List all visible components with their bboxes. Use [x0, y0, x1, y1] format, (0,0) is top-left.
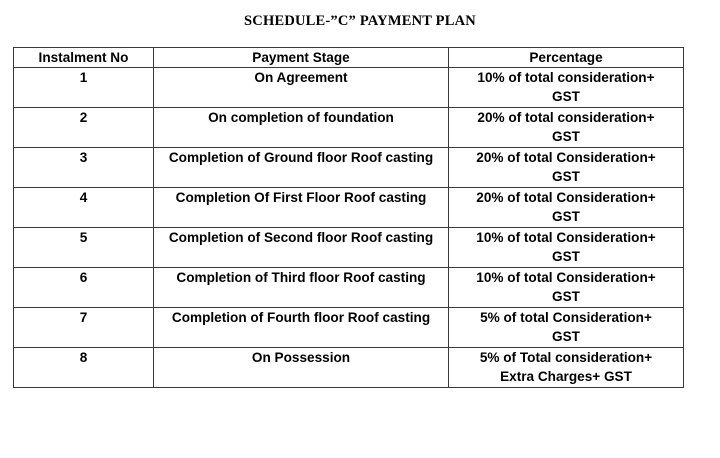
- percentage-cell: [449, 308, 684, 348]
- instalment-no-cell: 4: [14, 188, 154, 228]
- percentage-text: 5% of total Consideration+ GST: [480, 310, 652, 344]
- header-instalment-no: Instalment No: [14, 48, 154, 68]
- percentage-text: 10% of total Consideration+ GST: [476, 230, 656, 264]
- percentage-cell: [449, 348, 684, 388]
- table-row: [14, 308, 684, 348]
- percentage-cell: [449, 228, 684, 268]
- instalment-no-cell: 7: [14, 308, 154, 348]
- percentage-text: 10% of total consideration+ GST: [477, 70, 655, 104]
- header-payment-stage: Payment Stage: [154, 48, 449, 68]
- table-row: [14, 148, 684, 188]
- percentage-text: 10% of total Consideration+ GST: [476, 270, 656, 304]
- payment-stage-cell: On completion of foundation: [154, 108, 449, 148]
- percentage-cell: [449, 68, 684, 108]
- instalment-no-cell: 3: [14, 148, 154, 188]
- page-title: SCHEDULE-”C” PAYMENT PLAN: [244, 13, 476, 29]
- percentage-text: 20% of total Consideration+ GST: [476, 150, 656, 184]
- instalment-no-cell: 5: [14, 228, 154, 268]
- header-percentage: Percentage: [449, 48, 684, 68]
- table-header-row: [14, 48, 684, 68]
- percentage-text: 5% of Total consideration+ Extra Charges+ GST: [479, 350, 653, 384]
- percentage-text: 20% of total consideration+ GST: [477, 110, 655, 144]
- table-row: [14, 188, 684, 228]
- payment-stage-cell: On Possession: [154, 348, 449, 388]
- payment-stage-cell: Completion of Fourth floor Roof casting: [154, 308, 449, 348]
- percentage-cell: [449, 108, 684, 148]
- table-row: [14, 68, 684, 108]
- table-row: [14, 268, 684, 308]
- percentage-cell: [449, 148, 684, 188]
- payment-stage-cell: Completion of Ground floor Roof casting: [154, 148, 449, 188]
- instalment-no-cell: 1: [14, 68, 154, 108]
- percentage-cell: [449, 188, 684, 228]
- table-row: [14, 108, 684, 148]
- instalment-no-cell: 6: [14, 268, 154, 308]
- payment-stage-cell: On Agreement: [154, 68, 449, 108]
- percentage-text: 20% of total Consideration+ GST: [476, 190, 656, 224]
- table-row: [14, 228, 684, 268]
- instalment-no-cell: 8: [14, 348, 154, 388]
- percentage-cell: [449, 268, 684, 308]
- payment-stage-cell: Completion Of First Floor Roof casting: [154, 188, 449, 228]
- payment-stage-cell: Completion of Second floor Roof casting: [154, 228, 449, 268]
- payment-plan-table: [13, 47, 684, 388]
- instalment-no-cell: 2: [14, 108, 154, 148]
- payment-stage-cell: Completion of Third floor Roof casting: [154, 268, 449, 308]
- table-row: [14, 348, 684, 388]
